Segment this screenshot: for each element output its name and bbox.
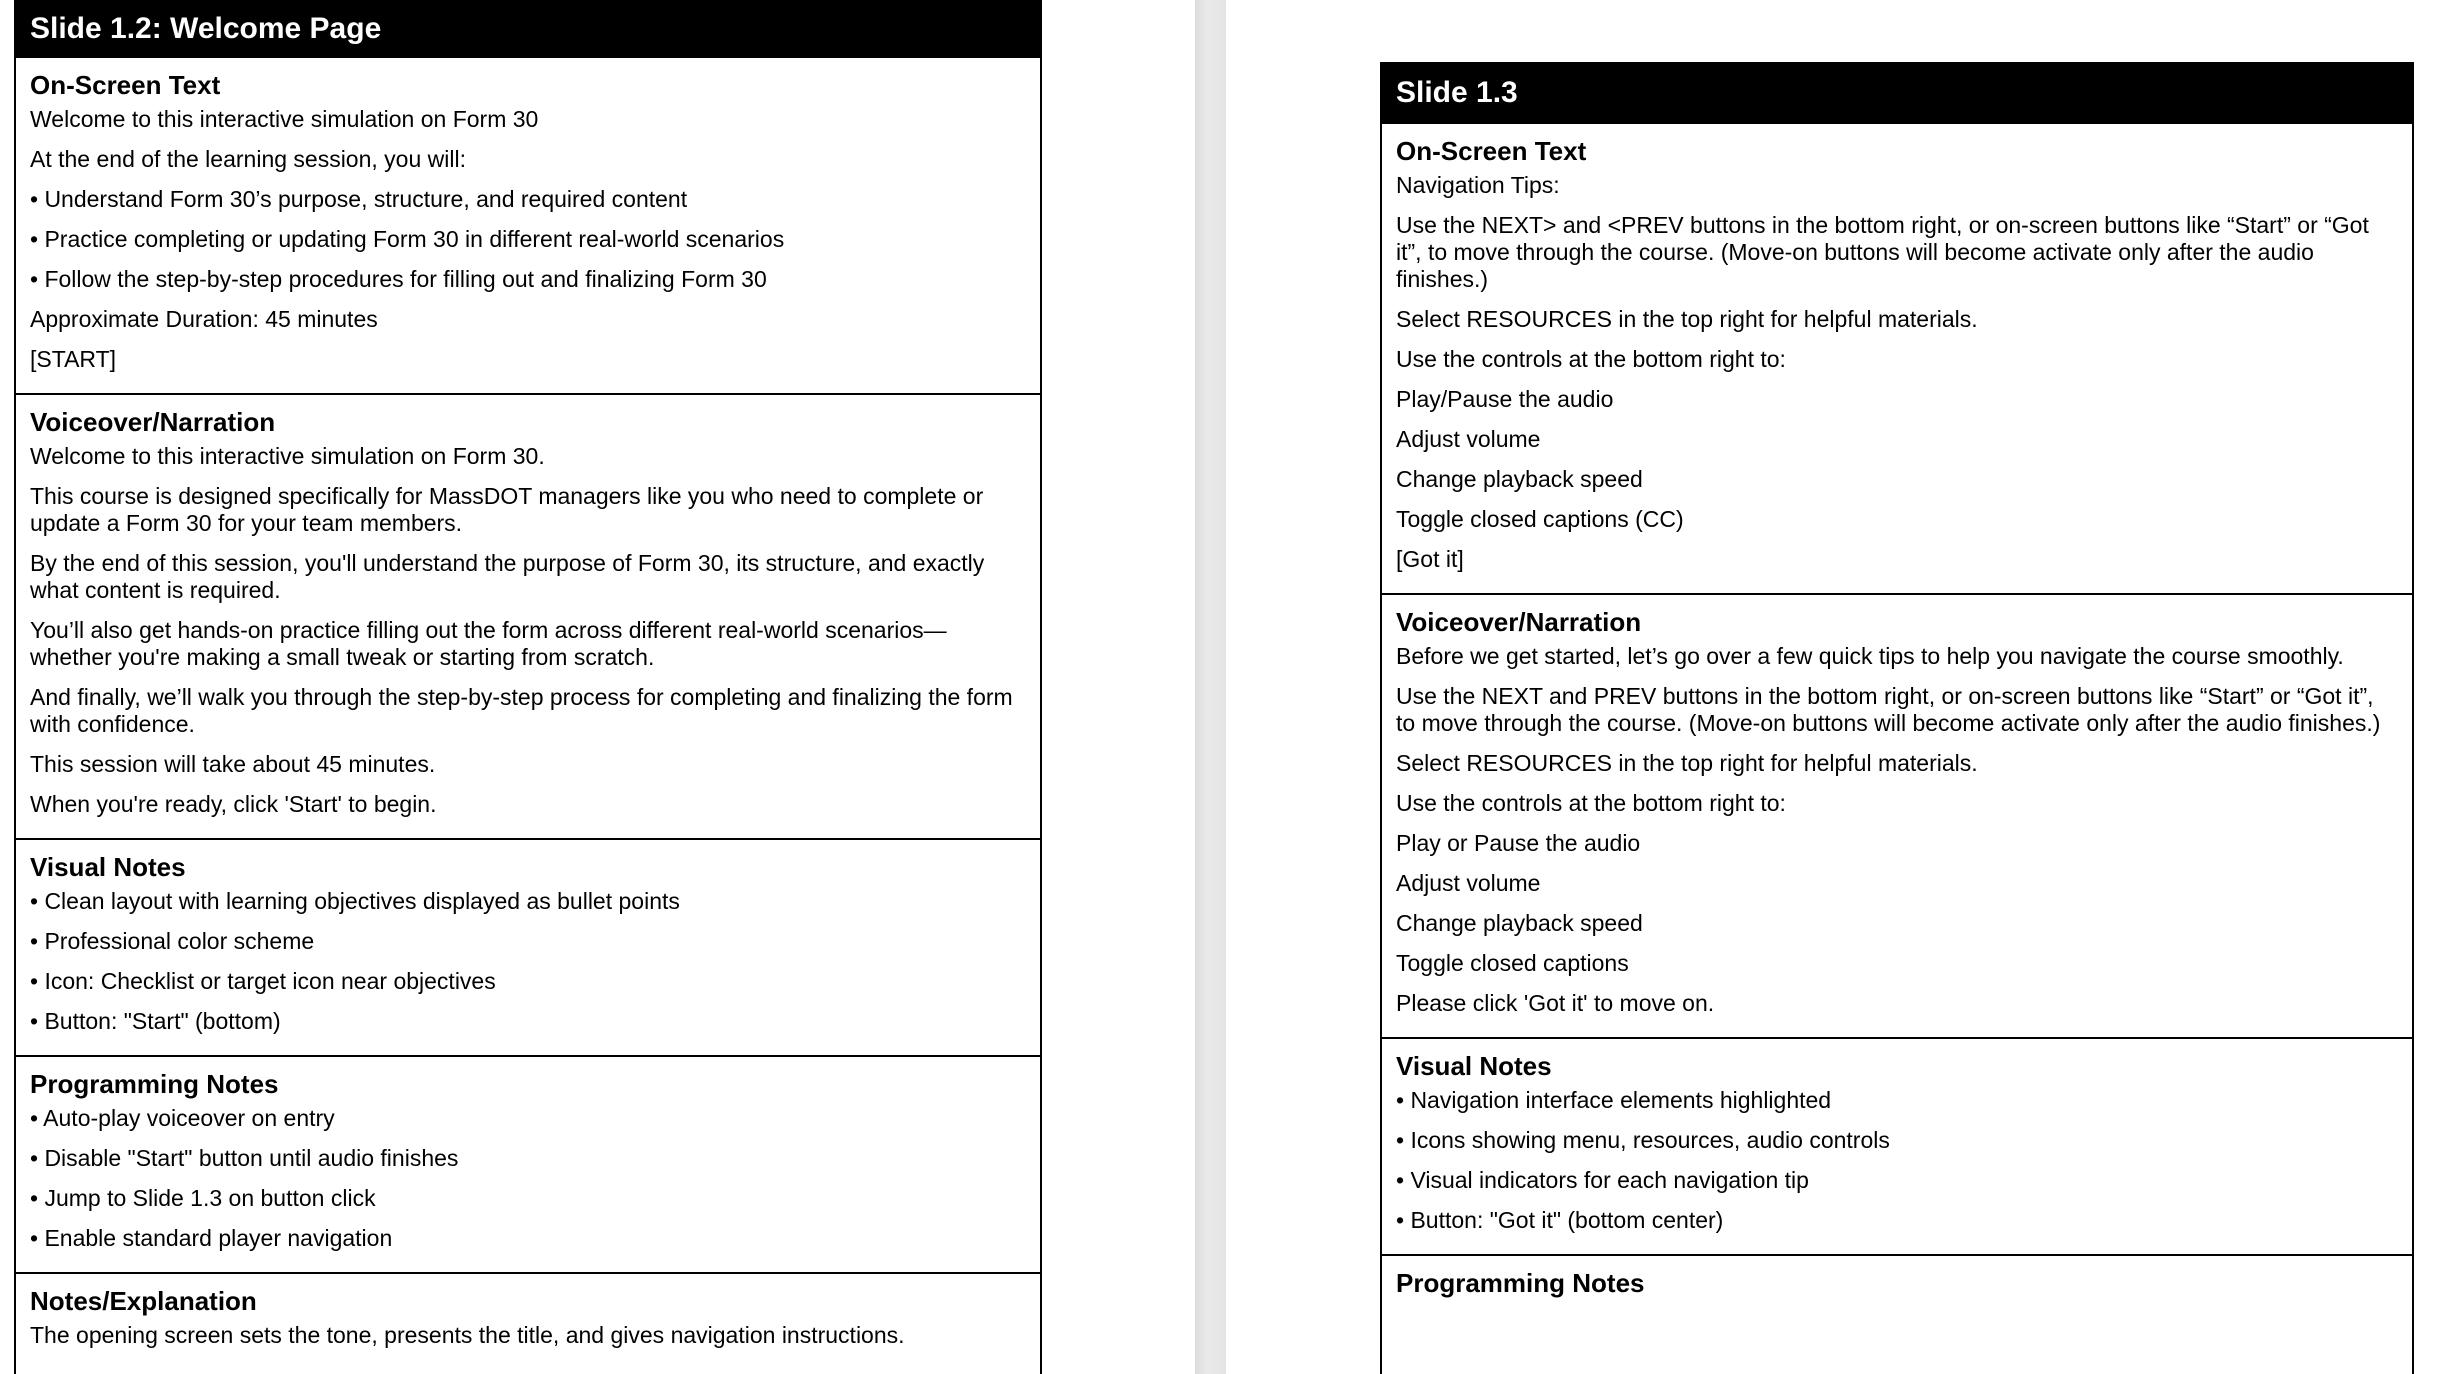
section-title: Voiceover/Narration [1396,607,1642,637]
bullet-item: • Icon: Checklist or target icon near objectives [30,968,496,994]
text-line: Change playback speed [1396,910,1643,936]
section-title: Programming Notes [1396,1268,1645,1298]
text-line: Play or Pause the audio [1396,830,1641,856]
text-line: Use the NEXT and PREV buttons in the bottom right, or on-screen buttons like “Start” or “Got it”, to move through the course. (Move-on buttons will become activate only after the audio finishes.) [1396,683,2381,736]
text-line: At the end of the learning session, you will: [30,146,466,172]
programming-notes-section [16,1057,1040,1274]
programming-notes-section [1382,1256,2412,1316]
onscreen-text-section [16,58,1040,395]
slide-table-1-2 [14,0,1042,1374]
text-line: This session will take about 45 minutes. [30,751,436,777]
slide-title: Slide 1.3 [1382,62,2412,124]
slide-table-1-3 [1380,62,2414,1374]
slide-title: Slide 1.2: Welcome Page [16,0,1040,58]
text-line: Select RESOURCES in the top right for helpful materials. [1396,750,1978,776]
text-line: Please click 'Got it' to move on. [1396,990,1715,1016]
text-line: Adjust volume [1396,426,1541,452]
text-line: The opening screen sets the tone, presents the title, and gives navigation instructions. [30,1322,905,1348]
bullet-item: • Navigation interface elements highlighted [1396,1087,1832,1113]
text-line: By the end of this session, you'll understand the purpose of Form 30, its structure, and exactly what content is required. [30,550,985,603]
bullet-item: • Icons showing menu, resources, audio controls [1396,1127,1890,1153]
text-line: Toggle closed captions [1396,950,1629,976]
section-title: Programming Notes [30,1069,279,1099]
text-line: Toggle closed captions (CC) [1396,506,1684,532]
page-gutter [1195,0,1226,1374]
section-title: Voiceover/Narration [30,407,276,437]
text-line: Select RESOURCES in the top right for helpful materials. [1396,306,1978,332]
section-title: On-Screen Text [30,70,221,100]
bullet-item: • Clean layout with learning objectives displayed as bullet points [30,888,680,914]
section-title: Visual Notes [30,852,186,882]
text-line: Use the NEXT> and <PREV buttons in the bottom right, or on-screen buttons like “Start” or “Got it”, to move through the course. (Move-on buttons will become activate only after the audio finishes.) [1396,212,2369,292]
text-line: This course is designed specifically for MassDOT managers like you who need to complete or update a Form 30 for your team members. [30,483,984,536]
bullet-item: • Follow the step-by-step procedures for filling out and finalizing Form 30 [30,266,767,292]
bullet-item: • Practice completing or updating Form 30 in different real-world scenarios [30,226,785,252]
text-line: You’ll also get hands-on practice filling out the form across different real-world scenarios—whether you're making a small tweak or starting from scratch. [30,617,947,670]
text-line: Use the controls at the bottom right to: [1396,790,1786,816]
text-line: Approximate Duration: 45 minutes [30,306,378,332]
bullet-item: • Enable standard player navigation [30,1225,393,1251]
voiceover-section [16,395,1040,840]
bullet-item: • Jump to Slide 1.3 on button click [30,1185,376,1211]
section-title: Notes/Explanation [30,1286,257,1316]
text-line: [START] [30,346,117,372]
onscreen-text-section [1382,124,2412,595]
bullet-item: • Button: "Start" (bottom) [30,1008,281,1034]
bullet-item: • Understand Form 30’s purpose, structure, and required content [30,186,688,212]
section-title: Visual Notes [1396,1051,1552,1081]
voiceover-section [1382,595,2412,1039]
text-line: Welcome to this interactive simulation on Form 30 [30,106,539,132]
section-title: On-Screen Text [1396,136,1587,166]
visual-notes-section [1382,1039,2412,1256]
bullet-item: • Professional color scheme [30,928,315,954]
bullet-item: • Auto-play voiceover on entry [30,1105,335,1131]
text-line: [Got it] [1396,546,1464,572]
bullet-item: • Visual indicators for each navigation tip [1396,1167,1809,1193]
visual-notes-section [16,840,1040,1057]
notes-explanation-section [16,1274,1040,1369]
text-line: Change playback speed [1396,466,1643,492]
text-line: Adjust volume [1396,870,1541,896]
text-line: Navigation Tips: [1396,172,1560,198]
bullet-item: • Disable "Start" button until audio finishes [30,1145,459,1171]
text-line: Before we get started, let’s go over a few quick tips to help you navigate the course smoothly. [1396,643,2344,669]
text-line: Use the controls at the bottom right to: [1396,346,1786,372]
text-line: And finally, we’ll walk you through the step-by-step process for completing and finalizing the form with confidence. [30,684,1013,737]
text-line: Welcome to this interactive simulation on Form 30. [30,443,545,469]
text-line: Play/Pause the audio [1396,386,1614,412]
text-line: When you're ready, click 'Start' to begin. [30,791,437,817]
bullet-item: • Button: "Got it" (bottom center) [1396,1207,1724,1233]
